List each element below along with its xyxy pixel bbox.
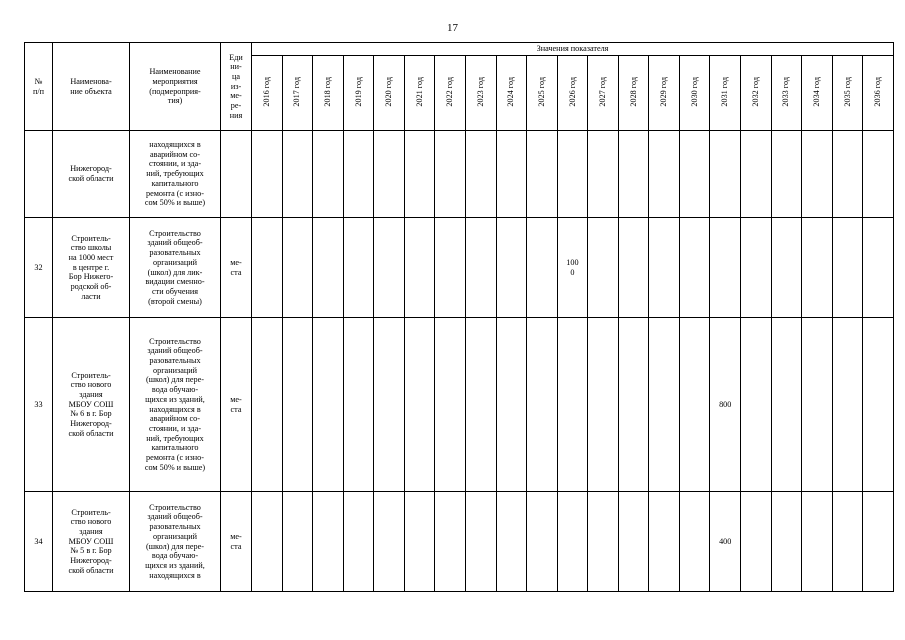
header-year [741,56,772,131]
cell-value [404,131,435,218]
cell-value [802,131,833,218]
cell-value [649,492,680,592]
cell-value [588,131,619,218]
header-year [435,56,466,131]
cell-value [557,318,588,492]
table-row [25,318,894,492]
cell-value [679,218,710,318]
cell-value [588,218,619,318]
cell-value [771,492,802,592]
cell-value [343,492,374,592]
cell-value [802,492,833,592]
header-year-label: 2033 год [781,76,791,107]
cell-value [374,218,405,318]
cell-object-name: Нижегород- ской области [53,131,130,218]
cell-value [588,492,619,592]
header-year-label: 2019 год [353,76,363,107]
header-year [618,56,649,131]
cell-value [649,318,680,492]
cell-value [404,218,435,318]
cell-value [832,318,863,492]
table-row [25,218,894,318]
cell-value [741,492,772,592]
header-year-label: 2036 год [873,76,883,107]
header-num: № п/п [25,43,53,131]
cell-value [802,218,833,318]
cell-value [374,492,405,592]
table-body [25,131,894,592]
cell-value [465,131,496,218]
header-year-label: 2028 год [628,76,638,107]
cell-value [618,492,649,592]
header-year [863,56,894,131]
cell-value [741,318,772,492]
cell-num [25,131,53,218]
cell-value [252,218,283,318]
header-year-label: 2031 год [720,76,730,107]
cell-value [435,131,466,218]
cell-value [282,492,313,592]
cell-value [435,492,466,592]
header-year [374,56,405,131]
cell-value [710,131,741,218]
cell-num: 34 [25,492,53,592]
cell-value [374,318,405,492]
cell-value [679,318,710,492]
cell-value: 800 [710,318,741,492]
cell-value: 400 [710,492,741,592]
header-year [771,56,802,131]
header-year-label: 2022 год [445,76,455,107]
cell-value [313,492,344,592]
cell-value [527,131,558,218]
cell-event-name: находящихся в аварийном со- стоянии, и зда- ний, требующих капитального ремонта (с изно- сом 50% и выше) [130,131,221,218]
cell-unit: ме- ста [221,318,252,492]
header-year-label: 2030 год [689,76,699,107]
cell-value [252,318,283,492]
header-unit: Еди ни- ца из- ме- ре- ния [221,43,252,131]
cell-value [343,131,374,218]
cell-value [313,131,344,218]
cell-object-name: Строитель- ство нового здания МБОУ СОШ № 6 в г. Бор Нижегород- ской области [53,318,130,492]
cell-unit: ме- ста [221,218,252,318]
cell-value [252,492,283,592]
cell-event-name: Строительство зданий общеоб- разовательных организаций (школ) для пере- вода обучаю- щихся из зданий, находящихся в аварийном со- стоянии, и зда- ний, требующих капитального ремонта (с изно- сом 50% и выше) [130,318,221,492]
header-year [313,56,344,131]
cell-value [313,318,344,492]
cell-value [343,218,374,318]
cell-value [282,131,313,218]
cell-value: 100 0 [557,218,588,318]
table-row [25,492,894,592]
header-year [496,56,527,131]
header-year-label: 2026 год [567,76,577,107]
cell-value [374,131,405,218]
cell-value [465,318,496,492]
header-object-name: Наименова- ние объекта [53,43,130,131]
header-year-label: 2024 год [506,76,516,107]
header-year-label: 2029 год [659,76,669,107]
cell-value [527,492,558,592]
header-year [710,56,741,131]
cell-value [282,218,313,318]
header-year-label: 2017 год [292,76,302,107]
cell-value [465,492,496,592]
header-year [404,56,435,131]
cell-value [649,218,680,318]
cell-value [496,131,527,218]
cell-value [435,318,466,492]
table-row [25,131,894,218]
header-year-label: 2023 год [475,76,485,107]
cell-value [527,318,558,492]
header-year-label: 2021 год [414,76,424,107]
cell-value [465,218,496,318]
cell-object-name: Строитель- ство нового здания МБОУ СОШ № 5 в г. Бор Нижегород- ской области [53,492,130,592]
cell-unit [221,131,252,218]
cell-value [588,318,619,492]
cell-value [863,131,894,218]
cell-value [679,492,710,592]
cell-value [557,131,588,218]
header-year [832,56,863,131]
cell-value [863,218,894,318]
indicator-table [24,42,894,592]
header-event-name: Наименование мероприятия (подмероприя- тия) [130,43,221,131]
cell-value [832,218,863,318]
header-year [649,56,680,131]
cell-value [557,492,588,592]
cell-value [618,318,649,492]
cell-event-name: Строительство зданий общеоб- разовательных организаций (школ) для лик- видации сменно- сти обучения (второй смены) [130,218,221,318]
header-year [679,56,710,131]
cell-value [527,218,558,318]
cell-value [496,218,527,318]
cell-value [771,318,802,492]
cell-value [496,492,527,592]
cell-object-name: Строитель- ство школы на 1000 мест в центре г. Бор Нижего- родской об- ласти [53,218,130,318]
cell-num: 33 [25,318,53,492]
header-year-label: 2034 год [812,76,822,107]
cell-value [404,318,435,492]
header-year-label: 2027 год [598,76,608,107]
cell-value [618,218,649,318]
header-year-label: 2032 год [750,76,760,107]
cell-value [618,131,649,218]
cell-value [741,218,772,318]
header-year [343,56,374,131]
cell-value [771,218,802,318]
cell-value [282,318,313,492]
header-year [527,56,558,131]
header-year [557,56,588,131]
header-values-title: Значения показателя [252,43,894,56]
cell-value [496,318,527,492]
header-year-label: 2018 год [323,76,333,107]
header-year-label: 2016 год [261,76,271,107]
cell-value [679,131,710,218]
cell-value [252,131,283,218]
cell-value [802,318,833,492]
cell-event-name: Строительство зданий общеоб- разовательных организаций (школ) для пере- вода обучаю- щихся из зданий, находящихся в [130,492,221,592]
header-year [588,56,619,131]
header-year [282,56,313,131]
header-year-label: 2025 год [536,76,546,107]
page-number: 17 [447,22,458,34]
header-year [802,56,833,131]
header-year [252,56,283,131]
cell-value [435,218,466,318]
cell-value [649,131,680,218]
header-year [465,56,496,131]
cell-value [343,318,374,492]
cell-num: 32 [25,218,53,318]
cell-value [741,131,772,218]
cell-value [832,492,863,592]
cell-value [313,218,344,318]
cell-unit: ме- ста [221,492,252,592]
header-year-label: 2035 год [842,76,852,107]
cell-value [832,131,863,218]
cell-value [771,131,802,218]
cell-value [863,318,894,492]
cell-value [710,218,741,318]
cell-value [404,492,435,592]
header-year-label: 2020 год [384,76,394,107]
cell-value [863,492,894,592]
